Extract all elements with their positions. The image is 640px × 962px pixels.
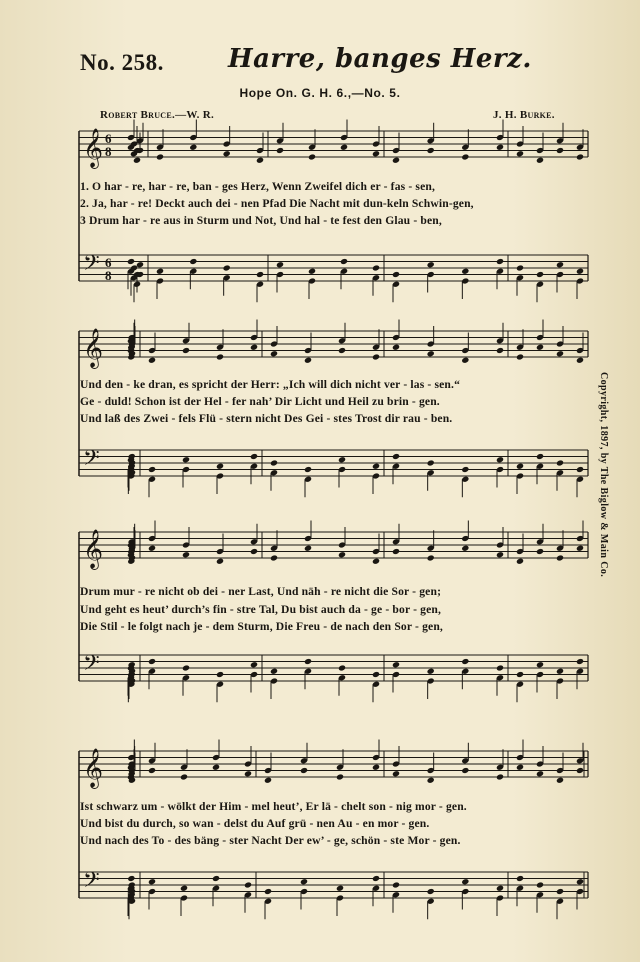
notehead (516, 264, 524, 271)
notehead (556, 261, 564, 268)
notehead (256, 271, 264, 278)
notehead (212, 764, 220, 771)
treble-clef: 𝄞 (83, 328, 104, 368)
notehead (182, 347, 190, 354)
notehead (461, 268, 469, 275)
bass-clef: 𝄢 (83, 251, 100, 281)
treble-clef: 𝄞 (83, 128, 104, 168)
notehead (392, 881, 400, 888)
notehead (156, 268, 164, 275)
lyricist-credit: Robert Bruce.—W. R. (100, 109, 215, 121)
notehead (304, 466, 312, 473)
notehead (264, 777, 272, 784)
notehead (127, 875, 135, 882)
notehead (244, 881, 252, 888)
notehead (148, 658, 156, 665)
notehead (516, 558, 524, 565)
notehead (304, 545, 312, 552)
notehead (180, 773, 188, 780)
notehead (300, 878, 308, 885)
notehead (338, 347, 346, 354)
notehead (250, 661, 258, 668)
notehead (270, 459, 278, 466)
notehead (338, 551, 346, 558)
notehead (340, 258, 348, 265)
notehead (576, 545, 584, 552)
time-signature-numerator: 6 (105, 131, 112, 146)
notehead (461, 357, 469, 364)
notehead (148, 357, 156, 364)
notehead (216, 671, 224, 678)
time-signature-denominator: 8 (105, 268, 112, 283)
notehead (576, 357, 584, 364)
notehead (270, 554, 278, 561)
treble-clef: 𝄞 (83, 748, 104, 788)
notehead (516, 875, 524, 882)
notehead (461, 658, 469, 665)
lyric-line: Ge - duld! Schon ist der Hel - fer nah’ Dir Licht und Heil zu brin - gen. (80, 395, 440, 408)
notehead (516, 150, 524, 157)
notehead (516, 764, 524, 771)
notehead (427, 554, 435, 561)
lyric-line: Und laß des Zwei - fels Flü - stern nicht Des Gei - stes Trost dir rau - ben. (80, 412, 453, 425)
notehead (576, 268, 584, 275)
copyright-notice: Copyright, 1897, by The Biglow & Main Co. (598, 372, 609, 578)
notehead (340, 144, 348, 151)
notehead (392, 453, 400, 460)
notehead (270, 668, 278, 675)
notehead (576, 658, 584, 665)
notehead (496, 664, 504, 671)
notehead (496, 773, 504, 780)
notehead (461, 153, 469, 160)
notehead (300, 767, 308, 774)
notehead (148, 545, 156, 552)
notehead (536, 157, 544, 164)
notehead (276, 147, 284, 154)
notehead (156, 153, 164, 160)
notehead (336, 773, 344, 780)
notehead (264, 888, 272, 895)
bass-clef: 𝄢 (83, 446, 100, 476)
notehead (372, 558, 380, 565)
notehead (516, 463, 524, 470)
notehead (392, 271, 400, 278)
notehead (496, 347, 504, 354)
notehead (427, 777, 435, 784)
notehead (392, 661, 400, 668)
notehead (516, 671, 524, 678)
notehead (338, 456, 346, 463)
notehead (536, 881, 544, 888)
notehead (427, 888, 435, 895)
notehead (461, 545, 469, 552)
notehead (182, 551, 190, 558)
notehead (216, 353, 224, 360)
lyric-line: Die Stil - le folgt nach je - dem Sturm, Die Freu - de nach den Sor - gen, (80, 620, 443, 633)
lyric-line: 3 Drum har - re aus in Sturm und Not, Und hal - te fest den Glau - ben, (80, 214, 442, 227)
lyric-line: Drum mur - re nicht ob dei - ner Last, Und näh - re nicht die Sor - gen; (80, 585, 442, 598)
notehead (427, 459, 435, 466)
notehead (556, 668, 564, 675)
notehead (148, 466, 156, 473)
notehead (250, 453, 258, 460)
notehead (250, 548, 258, 555)
lyric-line: 1. O har - re, har - re, ban - ges Herz, Wenn Zweifel dich er - fas - sen, (80, 180, 436, 193)
notehead (427, 147, 435, 154)
notehead (392, 344, 400, 351)
notehead (372, 463, 380, 470)
notehead (461, 878, 469, 885)
bass-clef: 𝄢 (83, 651, 100, 681)
notehead (576, 767, 584, 774)
notehead (496, 144, 504, 151)
notehead (338, 664, 346, 671)
notehead (372, 150, 380, 157)
notehead (148, 878, 156, 885)
notehead (536, 453, 544, 460)
notehead (180, 885, 188, 892)
notehead (576, 153, 584, 160)
notehead (556, 459, 564, 466)
notehead (304, 357, 312, 364)
time-signature-numerator: 6 (105, 255, 112, 270)
notehead (496, 885, 504, 892)
notehead (189, 258, 197, 265)
notehead (536, 770, 544, 777)
notehead (308, 153, 316, 160)
notehead (244, 770, 252, 777)
notehead (223, 264, 231, 271)
notehead (496, 551, 504, 558)
notehead (576, 878, 584, 885)
notehead (556, 888, 564, 895)
notehead (556, 777, 564, 784)
notehead (427, 350, 435, 357)
lyric-line: 2. Ja, har - re! Deckt auch dei - nen Pfad Die Nacht mit dun-keln Schwin-gen, (80, 197, 474, 210)
notehead (304, 658, 312, 665)
notehead (270, 350, 278, 357)
lyric-line: Ist schwarz um - wölkt der Him - mel heut’, Er lä - chelt son - nig mor - gen. (80, 800, 467, 813)
lyric-line: Und geht es heut’ durch’s fin - stre Tal, Du bist auch da - ge - bor - gen, (80, 603, 442, 616)
notehead (250, 344, 258, 351)
notehead (496, 456, 504, 463)
notehead (216, 558, 224, 565)
notehead (336, 885, 344, 892)
notehead (372, 671, 380, 678)
notehead (276, 261, 284, 268)
notehead (148, 767, 156, 774)
notehead (427, 668, 435, 675)
notehead (536, 344, 544, 351)
composer-credit: J. H. Burke. (493, 109, 555, 121)
notehead (372, 764, 380, 771)
notehead (223, 150, 231, 157)
notehead (212, 875, 220, 882)
notehead (256, 157, 264, 164)
hymn-title: Harre, banges Herz. (228, 44, 532, 74)
notehead (536, 271, 544, 278)
notehead (216, 463, 224, 470)
lyric-line: Und bist du durch, so wan - delst du Auf grü - nen Au - en mor - gen. (80, 817, 430, 830)
notehead (496, 258, 504, 265)
notehead (556, 147, 564, 154)
notehead (536, 661, 544, 668)
notehead (372, 264, 380, 271)
notehead (576, 466, 584, 473)
notehead (556, 554, 564, 561)
notehead (182, 664, 190, 671)
hymn-number: No. 258. (80, 50, 164, 75)
time-signature-denominator: 8 (105, 144, 112, 159)
notehead (189, 144, 197, 151)
notehead (127, 258, 135, 265)
notehead (392, 548, 400, 555)
lyric-line: Und den - ke dran, es spricht der Herr: „Ich will dich nicht ver - las - sen.“ (80, 378, 461, 391)
notehead (392, 157, 400, 164)
notehead (516, 353, 524, 360)
notehead (427, 261, 435, 268)
notehead (372, 875, 380, 882)
notehead (556, 350, 564, 357)
notehead (536, 548, 544, 555)
notehead (182, 456, 190, 463)
bass-clef: 𝄢 (83, 868, 100, 898)
notehead (392, 770, 400, 777)
treble-clef: 𝄞 (83, 529, 104, 569)
notehead (133, 157, 141, 164)
lyric-line: Und nach des To - des bäng - ster Nacht Der ew’ - ge, schön - ste Mor - gen. (80, 834, 461, 847)
notehead (461, 767, 469, 774)
notehead (461, 466, 469, 473)
hymn-reference: Hope On. G. H. 6.,—No. 5. (239, 86, 401, 100)
notehead (308, 268, 316, 275)
notehead (372, 353, 380, 360)
